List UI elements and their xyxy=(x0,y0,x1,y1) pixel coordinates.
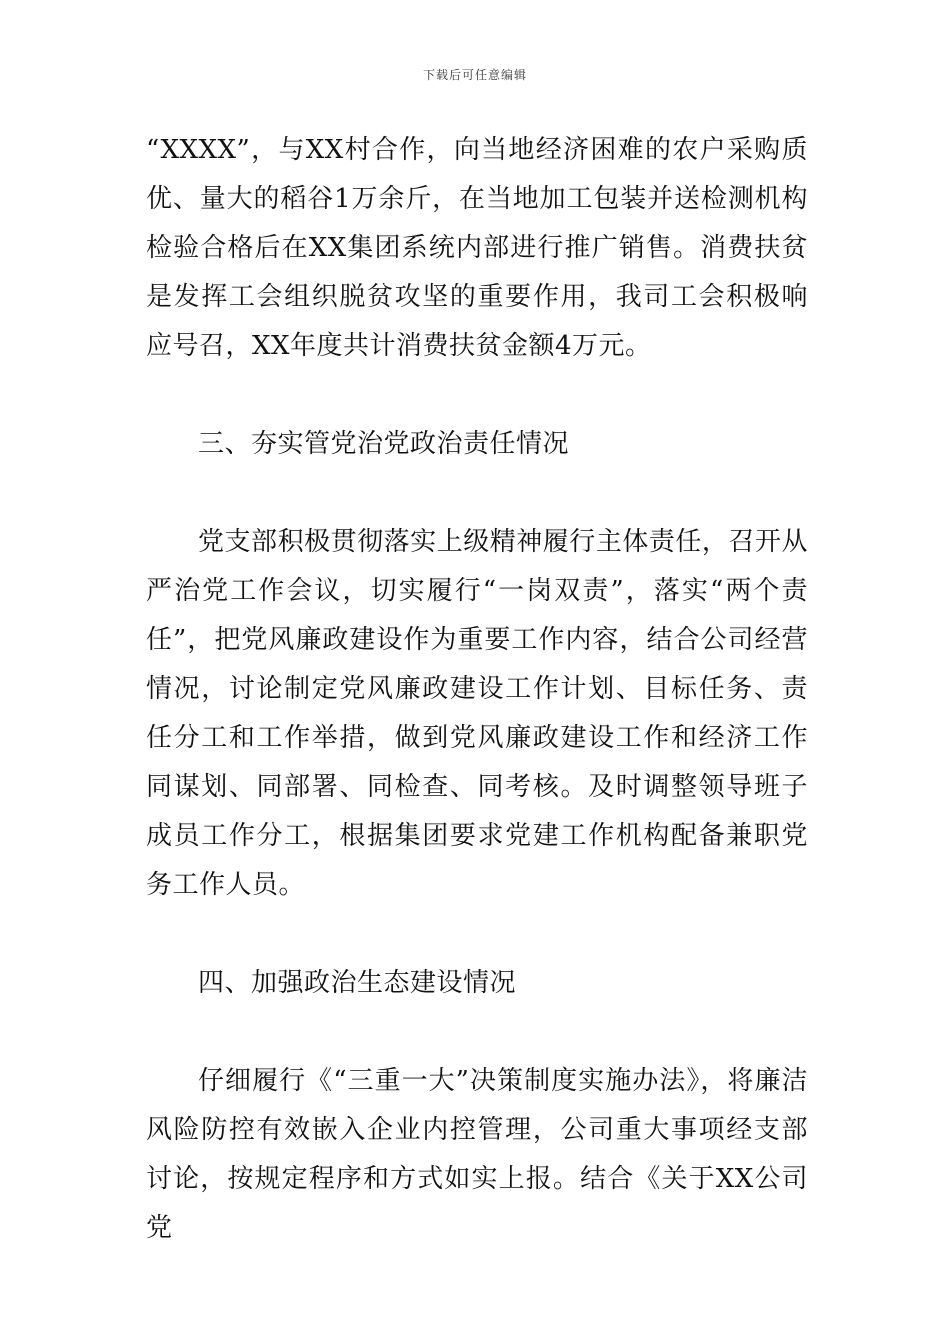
paragraph-spacer xyxy=(146,371,808,420)
section-heading-4: 四、加强政治生态建设情况 xyxy=(198,968,517,998)
paragraph-spacer xyxy=(146,910,808,959)
paragraph-political-ecology: 仔细履行《“三重一大”决策制度实施办法》，将廉洁风险防控有效嵌入企业内控管理，公司重大事项经支部讨论，按规定程序和方式如实上报。结合《关于XX公司党 xyxy=(146,1066,808,1243)
header-note: 下载后可任意编辑 xyxy=(422,68,527,82)
paragraph-spacer xyxy=(146,469,808,518)
document-body xyxy=(146,126,808,1253)
paragraph-poverty-alleviation: “XXXX”，与XX村合作，向当地经济困难的农户采购质优、量大的稻谷1万余斤，在当地加工包装并送检测机构检验合格后在XX集团系统内部进行推广销售。消费扶贫是发挥工会组织脱贫攻坚的重要作用，我司工会积极响应号召，XX年度共计消费扶贫金额4万元。 xyxy=(146,135,808,361)
paragraph-spacer xyxy=(146,1008,808,1057)
section-heading-3: 三、夯实管党治党政治责任情况 xyxy=(198,429,570,459)
paragraph-party-responsibility: 党支部积极贯彻落实上级精神履行主体责任，召开从严治党工作会议，切实履行“一岗双责”，落实“两个责任”，把党风廉政建设作为重要工作内容，结合公司经营情况，讨论制定党风廉政建设工作计划、目标任务、责任分工和工作举措，做到党风廉政建设工作和经济工作同谋划、同部署、同检查、同考核。及时调整领导班子成员工作分工，根据集团要求党建工作机构配备兼职党务工作人员。 xyxy=(146,527,808,900)
